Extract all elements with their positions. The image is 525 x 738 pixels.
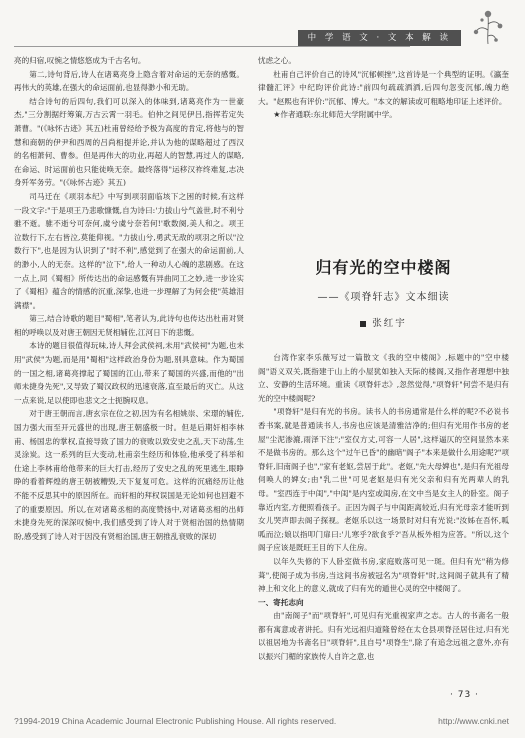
- left-column: [14, 54, 244, 700]
- section-heading: 一、寄托志向: [258, 597, 304, 607]
- paragraph: 第三,结合诗歌的题目"蜀相",笔者认为,此诗句也传达出杜甫对贤相的呼唤以及对唐王朝因无贤相辅佐,江河日下的悲慨。: [14, 314, 244, 337]
- right-column-top: [258, 54, 509, 154]
- article-subtitle: ——《项脊轩志》文本细读: [317, 292, 450, 303]
- paragraph: 以年久失修的下人卧室做书房,家庭败落可见一斑。但归有光"稍为修葺",使阁子成为书房,当这间书房被冠名为"项脊轩"时,这间阁子就具有了精神上和文化上的意义,就成了归有光的遁世心灵的空中楼阁了。: [258, 556, 509, 594]
- footer-url[interactable]: http://www.cnki.net: [438, 716, 509, 726]
- page-header: [0, 0, 525, 48]
- journal-title: 中 学 语 文 · 文 本 解 读: [298, 30, 461, 46]
- star-icon: ★: [273, 110, 281, 120]
- article-author: [258, 315, 509, 329]
- paragraph: 本诗的题目很值得玩味,诗人拜会武侯祠,未用"武侯祠"为题,也未用"武侯"为题,而是用"蜀相"这样政治身份为题,别具意味。作为蜀国的一国之相,诸葛亮撑起了蜀国的江山,带来了蜀国的兴盛,而他的"出师未捷身先死",又导致了蜀汉政权的迅速衰落,直至最后的灭亡。从这一点来说,足以使即也悲文之士扼腕叹息。: [14, 341, 244, 405]
- paragraph: 杜甫自己评价自己的诗风"沉郁顿挫",这首诗是一个典型的证明。《瀛奎律髓汇评》中纪昀评价此诗:"前四句疏疏洒洒,后四句忽变沉郁,魄力绝大。"赵熙也有评价:"沉郁、博大。"本文的解读或可粗略地印证上述评价。: [258, 69, 509, 106]
- paragraph: 亮的归宿,叹惋之情悠悠成为千古名句。: [14, 56, 146, 65]
- paragraph: 台湾作家李乐薇写过一篇散文《我的空中楼阁》,标题中的"空中楼阁"语义双关,既指建于山上的小屋犹如独入天际的楼阁,又指作者理想中独立、安静的生活环境。重读《项脊轩志》,忽然觉得,"项脊轩"何尝不是归有光的空中楼阁呢?: [258, 353, 509, 403]
- author-note-text: 作者通联:东北师范大学附属中学。: [280, 110, 397, 120]
- paragraph: 结合诗句的后四句,我们可以深入的体味到,诸葛亮作为一世豪杰,"三分割据纡筹策,万古云霄一羽毛。伯仲之间见伊吕,指挥若定失萧曹。"(《咏怀古迹》其五)杜甫曾经给予极为高度的肯定,将他与的智慧和商朝的伊尹和西周的吕尚相提并论,并认为他的谋略超过了西汉的名相萧何、曹参。但是再伟大的功业,再超人的智慧,再过人的谋略,在命运、时运面前也只能徒唤无奈。最终落得"运移汉祚终难复,志决身歼军务劳。"(《咏怀古迹》其五): [14, 96, 244, 188]
- article-body: [258, 351, 509, 697]
- paragraph: 第二,诗句背后,诗人在诸葛亮身上隐含着对命运的无奈的感慨。再伟大的英雄,在强大的命运面前,也显得渺小和无助。: [14, 69, 244, 93]
- paragraph: 忧虑之心。: [258, 56, 296, 65]
- copyright-footer: [0, 712, 525, 730]
- page-number: · 73 ·: [450, 690, 479, 700]
- paragraph: 对于唐王朝而言,唐玄宗在位之初,因为有名相姚崇、宋璟的辅佐,国力强大而至开元盛世的出现,唐王朝盛极一时。但是后期奸相李林甫、杨国忠的掌权,直接导致了国力的衰败以致安史之乱,天下动荡,生灵涂炭。这一系列的巨大变动,杜甫亲生经历和体验,他承受了科举和仕途上李林甫给他带来的巨大打击,经历了安史之乱的死里逃生,眼睁睁的看着辉煌的唐王朝被糟毁,天下复复可危。这样的沉痛经历让他不能不反思其中的原因所在。而轩相的拜权误国是无论如何也回避不了的重要原因。所以,在对诸葛丞相的高度赞扬中,对诸葛丞相的出师未捷身先死的深深叹惋中,我们感受到了诗人对于贤相治国的热情期盼,感受到了诗人对于因没有贤相治国,唐王朝推乱衰败的深切: [14, 409, 244, 541]
- paragraph: 司马迁在《项羽本纪》中写到项羽面临垓下之困的时候,有这样一段文字:"于是项王乃悲歌慷慨,自为诗曰:'力拔山兮气盖世,时不利兮骓不逝。骓不逝兮可奈何,虞兮虞兮奈若何!'歌数阕,美人和之。项王泣数行下,左右皆泣,莫能仰视。"力拔山兮,勇武无敌的项羽之所以"泣数行下",也是因为认识到了"时不利",感觉到了在强大的命运面前,人的渺小,人的无奈。这样的"泣下",给人一种动人心魄的悲剧感。在这一点上,同《蜀相》所传达出的命运感慨有异曲同工之妙,进一步诠实了《蜀相》蕴含的情感的沉重,深挚,也进一步理解了为何会使"英雄泪满襟"。: [14, 191, 244, 310]
- author-name: 张红宇: [372, 318, 407, 329]
- author-note: [258, 108, 509, 122]
- article-header: [258, 258, 509, 329]
- paragraph: "项脊轩"是归有光的书房。读书人的书房通常是什么样的呢?不必说书香书案,就是普通读书人,书房也应该是清雅洁净的;但归有光用作书房的老屋"尘泥渗漉,雨泽下注";"室仅方丈,可容一人居",这样逼仄的空间显然本来不是做书房的。那么这个"过午已昏"的幽暗"阁子"本来是做什么用途呢?"项脊轩,旧南阁子也","家有老妪,尝居于此"。老妪,"先大母婢也",是归有光祖母伺唤人的婢女;由"乳二世"可见老妪是归有光父亲和归有光两辈人的乳母。"室西连于中闺","中闺"是内室或闺房,在文中当是女主人的卧室。阁子靠近内室,方便照看孩子。正因为阁子与中闺距离较近,归有光母亲才能听到女儿哭声即去阁子探视。老妪乐以这一场景时对归有光说:"汝姊在吾怀,呱呱而泣;娘以指叩门扉曰:'儿寒乎?欲食乎?'吾从板外相为应答。"所以,这个阁子应该是既旺王目的下人住房。: [258, 407, 509, 553]
- header-rule: [14, 46, 410, 47]
- square-bullet-icon: [360, 321, 366, 327]
- copyright-text: ?1994-2019 China Academic Journal Electronic Publishing House. All rights reserved.: [14, 716, 337, 726]
- article-title: 归有光的空中楼阁: [315, 258, 452, 277]
- flower-ornament-icon: [468, 6, 508, 46]
- paragraph: 由"南阁子"而"项脊轩",可见归有光重视家声之志。古人的书斋名一般都有寓意或者讲托。归有光远祖归道隆曾经在太仓县项脊泾居住过,归有光以祖居地为书斋名日"项脊轩",且自号"项脊生",除了有追念远祖之意外,亦有以振兴门楣的家族传人自许之意,也: [258, 611, 509, 662]
